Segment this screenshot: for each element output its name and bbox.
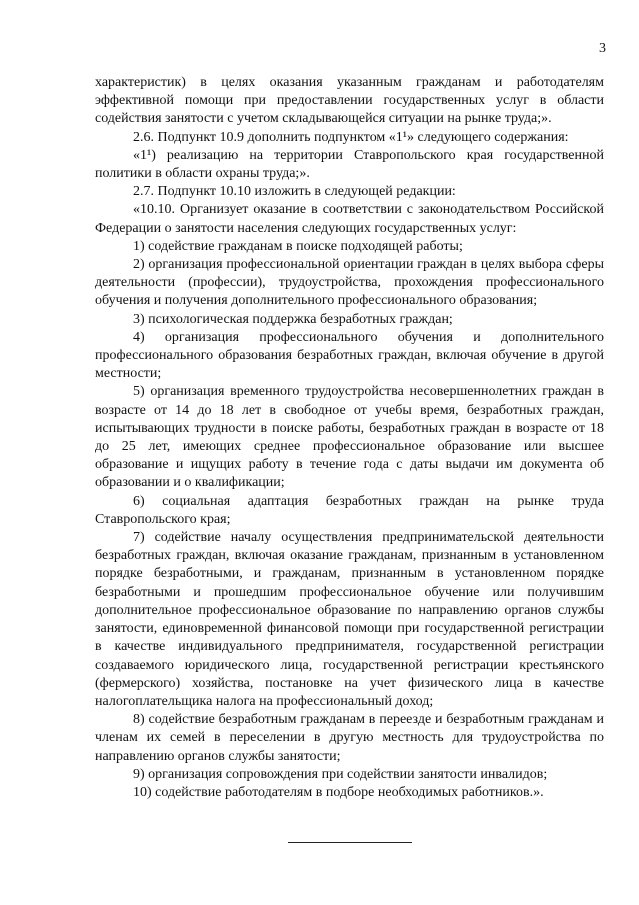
- paragraph: «10.10. Организует оказание в соответствии с законодательством Российской Федерации о занятости населения следующих государственных услуг:: [95, 202, 604, 236]
- list-item: 3) психологическая поддержка безработных граждан;: [133, 311, 453, 327]
- paragraph: характеристик) в целях оказания указанным гражданам и работодателям эффективной помощи при предоставлении государственных услуг в области содействия занятости с учетом складывающейся ситуации на рынке труда;».: [95, 75, 604, 127]
- list-item: 5) организация временного трудоустройства несовершеннолетних граждан в возрасте от 14 до 18 лет в свободное от учебы время, безработных граждан, испытывающих трудности в поиске работы, безработных граждан в возрасте от 18 до 25 лет, имеющих среднее профессиональное образование или высшее образование и ищущих работу в течение года с даты выдачи им документа об образовании и о квалификации;: [95, 384, 604, 491]
- list-item: 7) содействие началу осуществления предпринимательской деятельности безработных граждан, включая оказание гражданам, признанным в установленном порядке безработными, и гражданам, признанным в установленном порядке безработными и прошедшим профессиональное обучение или получившим дополнительное профессиональное образование по направлению органов службы занятости, единовременной финансовой помощи при государственной регистрации в качестве индивидуального предпринимателя, государственной регистрации создаваемого юридического лица, государственной регистрации крестьянского (фермерского) хозяйства, постановке на учет физического лица в качестве налогоплательщика налога на профессиональный доход;: [95, 530, 604, 709]
- document-body: [95, 74, 604, 802]
- list-item: 10) содействие работодателям в подборе необходимых работников.».: [133, 784, 544, 800]
- list-item: 9) организация сопровождения при содействии занятости инвалидов;: [133, 766, 548, 782]
- list-item: 8) содействие безработным гражданам в переезде и безработным гражданам и членам их семей в переселении в другую местность для трудоустройства по направлению органов службы занятости;: [95, 712, 604, 764]
- list-item: 1) содействие гражданам в поиске подходящей работы;: [133, 238, 463, 254]
- list-item: 6) социальная адаптация безработных граждан на рынке труда Ставропольского края;: [95, 493, 604, 527]
- end-separator-line: [288, 842, 412, 843]
- page-number: 3: [599, 41, 606, 56]
- list-item: 4) организация профессионального обучения и дополнительного профессионального образования безработных граждан, включая обучение в другой местности;: [95, 329, 604, 382]
- list-item: 2) организация профессиональной ориентации граждан в целях выбора сферы деятельности (профессии), трудоустройства, прохождения профессионального обучения и получения дополнительного профессионального образования;: [95, 257, 604, 309]
- paragraph: «1¹) реализацию на территории Ставропольского края государственной политики в области охраны труда;».: [95, 147, 604, 182]
- paragraph: 2.6. Подпункт 10.9 дополнить подпунктом «1¹» следующего содержания:: [133, 129, 569, 145]
- paragraph: 2.7. Подпункт 10.10 изложить в следующей редакции:: [133, 184, 456, 200]
